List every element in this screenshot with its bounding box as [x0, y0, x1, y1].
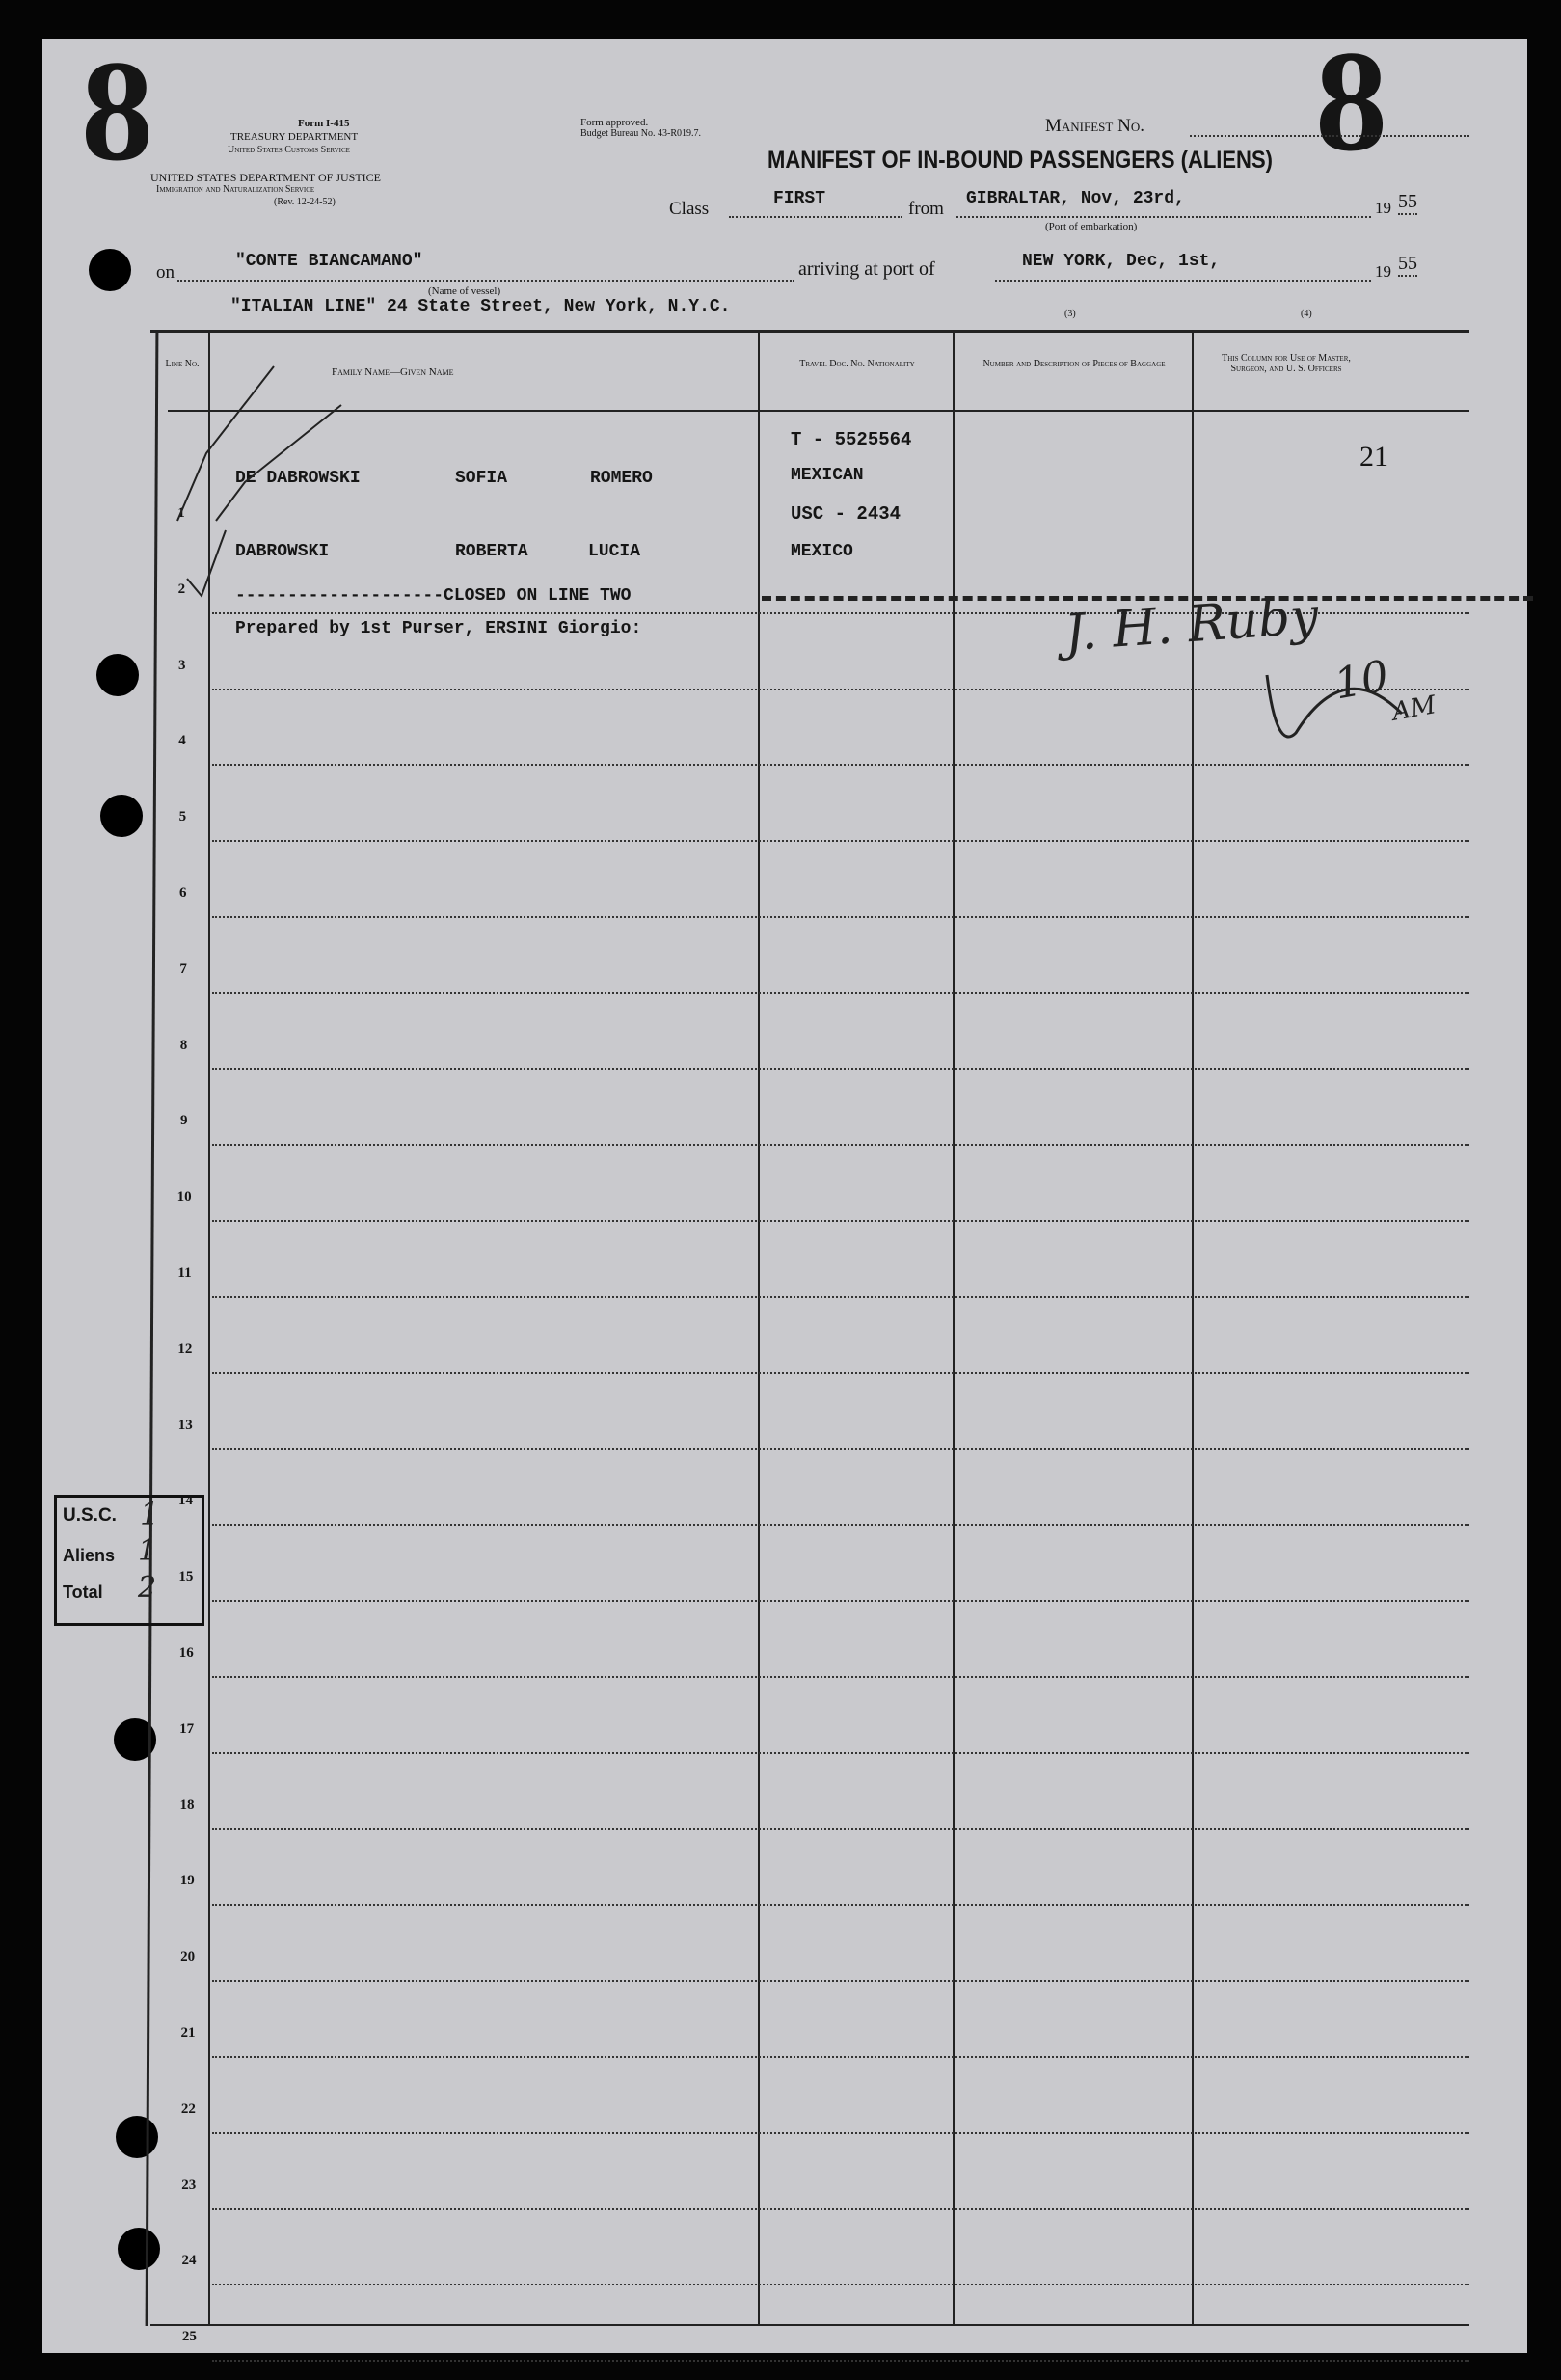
row-rule [212, 1372, 1469, 1374]
row-number: 5 [178, 809, 187, 825]
header-baggage: Number and Description of Pieces of Baggage [982, 359, 1166, 369]
rev-date: (Rev. 12-24-52) [274, 197, 336, 207]
row-rule [212, 2056, 1469, 2058]
row-rule [212, 1144, 1469, 1146]
row-rule [212, 2208, 1469, 2210]
table-left-border [146, 330, 159, 2326]
class-field [729, 189, 902, 218]
vessel-field [177, 252, 794, 282]
on-label: on [156, 262, 175, 283]
row-rule [212, 1980, 1469, 1982]
row-number: 7 [179, 960, 187, 977]
vessel-caption: (Name of vessel) [428, 285, 501, 297]
time-note: 10 [1330, 651, 1393, 710]
treasury-dept: TREASURY DEPARTMENT [230, 131, 359, 143]
from-value: GIBRALTAR, Nov, 23rd, [966, 189, 1185, 208]
row-number: 20 [180, 1949, 196, 1965]
passenger-1-officer-note: 21 [1359, 441, 1388, 473]
row-rule [212, 1448, 1469, 1450]
row-number: 4 [178, 733, 186, 749]
port-embark-caption: (Port of embarkation) [1045, 221, 1138, 232]
doc-divider [953, 330, 955, 2326]
row-number: 17 [179, 1720, 195, 1737]
row-number: 2 [177, 581, 186, 597]
form-number: Form I-415 [298, 118, 350, 129]
from-label: from [908, 199, 944, 219]
passenger-2-doc: USC - 2434 [791, 503, 902, 525]
row-rule [212, 1828, 1469, 1830]
passenger-1-nationality: MEXICAN [791, 466, 864, 485]
row-number: 23 [181, 2177, 197, 2193]
row-number: 21 [180, 2025, 196, 2041]
stamp-total-value: 2 [138, 1571, 157, 1605]
row-rule [212, 2132, 1469, 2134]
year2-prefix: 19 [1375, 262, 1391, 281]
passenger-1-doc: T - 5525564 [791, 429, 912, 450]
row-rule [212, 916, 1469, 918]
row-rule [212, 1068, 1469, 1070]
passenger-2-nationality: MEXICO [791, 542, 853, 561]
col-mark-4: (4) [1301, 309, 1312, 319]
row-number: 22 [180, 2100, 196, 2117]
customs-service: United States Customs Service [228, 145, 350, 155]
row-number: 12 [177, 1340, 193, 1357]
row-rule [212, 2360, 1469, 2362]
vessel-value: "CONTE BIANCAMANO" [235, 252, 423, 271]
name-divider [758, 330, 760, 2326]
row-number: 11 [177, 1265, 192, 1281]
row-number: 13 [177, 1417, 193, 1433]
row-rule [212, 1524, 1469, 1526]
line-agent: "ITALIAN LINE" 24 State Street, New York, N.Y.C. [230, 297, 731, 316]
arriving-label: arriving at port of [798, 258, 935, 280]
punch-hole [118, 2228, 160, 2270]
row-number: 10 [176, 1189, 192, 1205]
passenger-1-given: SOFIA [455, 469, 508, 488]
row-number: 18 [179, 1797, 195, 1813]
count-stamp [54, 1495, 204, 1626]
row-rule [212, 1296, 1469, 1298]
year1-prefix: 19 [1375, 199, 1391, 217]
row-number: 24 [181, 2253, 197, 2269]
header-line-no: Line No. [165, 359, 200, 369]
check-marks [158, 347, 409, 598]
row-rule [212, 1220, 1469, 1222]
budget-bureau: Budget Bureau No. 43-R019.7. [580, 128, 701, 139]
passenger-1-middle: ROMERO [590, 469, 653, 488]
year2-value: 55 [1398, 253, 1417, 277]
row-rule [212, 2284, 1469, 2285]
closed-on-line-text: --------------------CLOSED ON LINE TWO [235, 586, 632, 606]
passenger-1-family: DE DABROWSKI [235, 469, 361, 488]
punch-hole [100, 795, 143, 837]
punch-hole [89, 249, 131, 291]
row-number: 25 [181, 2329, 197, 2345]
manifest-page [42, 21, 1527, 2353]
time-note-am: AM [1389, 690, 1439, 727]
manifest-title: MANIFEST OF IN-BOUND PASSENGERS (ALIENS) [767, 147, 1273, 174]
row-rule [212, 992, 1469, 994]
arriving-value: NEW YORK, Dec, 1st, [1022, 252, 1221, 271]
row-number: 1 [177, 505, 185, 521]
signature-stroke [1228, 617, 1518, 762]
from-field [956, 189, 1371, 218]
class-label: Class [669, 199, 710, 219]
stamp-usc-label: U.S.C. [63, 1505, 117, 1526]
row-number: 3 [177, 657, 186, 673]
row-number: 8 [179, 1037, 188, 1053]
row-rule [212, 1904, 1469, 1906]
punch-hole [96, 654, 139, 696]
row-number: 9 [180, 1113, 188, 1129]
class-value: FIRST [773, 189, 826, 208]
row-rule [212, 1600, 1469, 1602]
stamp-usc-value: 1 [140, 1496, 160, 1532]
col-mark-3: (3) [1064, 309, 1076, 319]
form-approved: Form approved. [580, 117, 649, 128]
row-number: 14 [178, 1493, 194, 1509]
table-top-border [150, 330, 1469, 333]
header-name: Family Name—Given Name [332, 366, 454, 378]
immigration-service: Immigration and Naturalization Service [156, 184, 315, 195]
passenger-2-family: DABROWSKI [235, 542, 330, 561]
passenger-2-given: ROBERTA [455, 542, 528, 561]
justice-dept: UNITED STATES DEPARTMENT OF JUSTICE [150, 171, 382, 184]
arriving-field [995, 252, 1371, 282]
header-travel-doc: Travel Doc. No. Nationality [799, 359, 915, 369]
row-rule [212, 840, 1469, 842]
row-number: 6 [179, 885, 187, 901]
corner-number-right: 8 [1315, 21, 1387, 181]
row-rule [212, 1752, 1469, 1754]
manifest-no-label: Manifest No. [1045, 116, 1144, 136]
stamp-aliens-label: Aliens [63, 1546, 116, 1565]
year1-value: 55 [1398, 191, 1417, 215]
inspector-signature: J. H. Ruby [1063, 586, 1321, 663]
prepared-by-text: Prepared by 1st Purser, ERSINI Giorgio: [235, 619, 642, 638]
table-bottom-border [150, 2324, 1469, 2326]
passenger-2-middle: LUCIA [588, 542, 641, 561]
stamp-aliens-value: 1 [138, 1534, 157, 1568]
manifest-no-field [1190, 135, 1469, 137]
row-number: 15 [178, 1569, 194, 1585]
row-rule [212, 764, 1469, 766]
header-officers: This Column for Use of Master, Surgeon, and U. S. Officers [1222, 353, 1351, 374]
row-number: 16 [178, 1645, 194, 1661]
row-number: 19 [179, 1873, 195, 1889]
punch-hole [116, 2116, 158, 2158]
row-rule [212, 1676, 1469, 1678]
corner-number-left: 8 [81, 31, 153, 191]
stamp-total-label: Total [63, 1582, 103, 1602]
